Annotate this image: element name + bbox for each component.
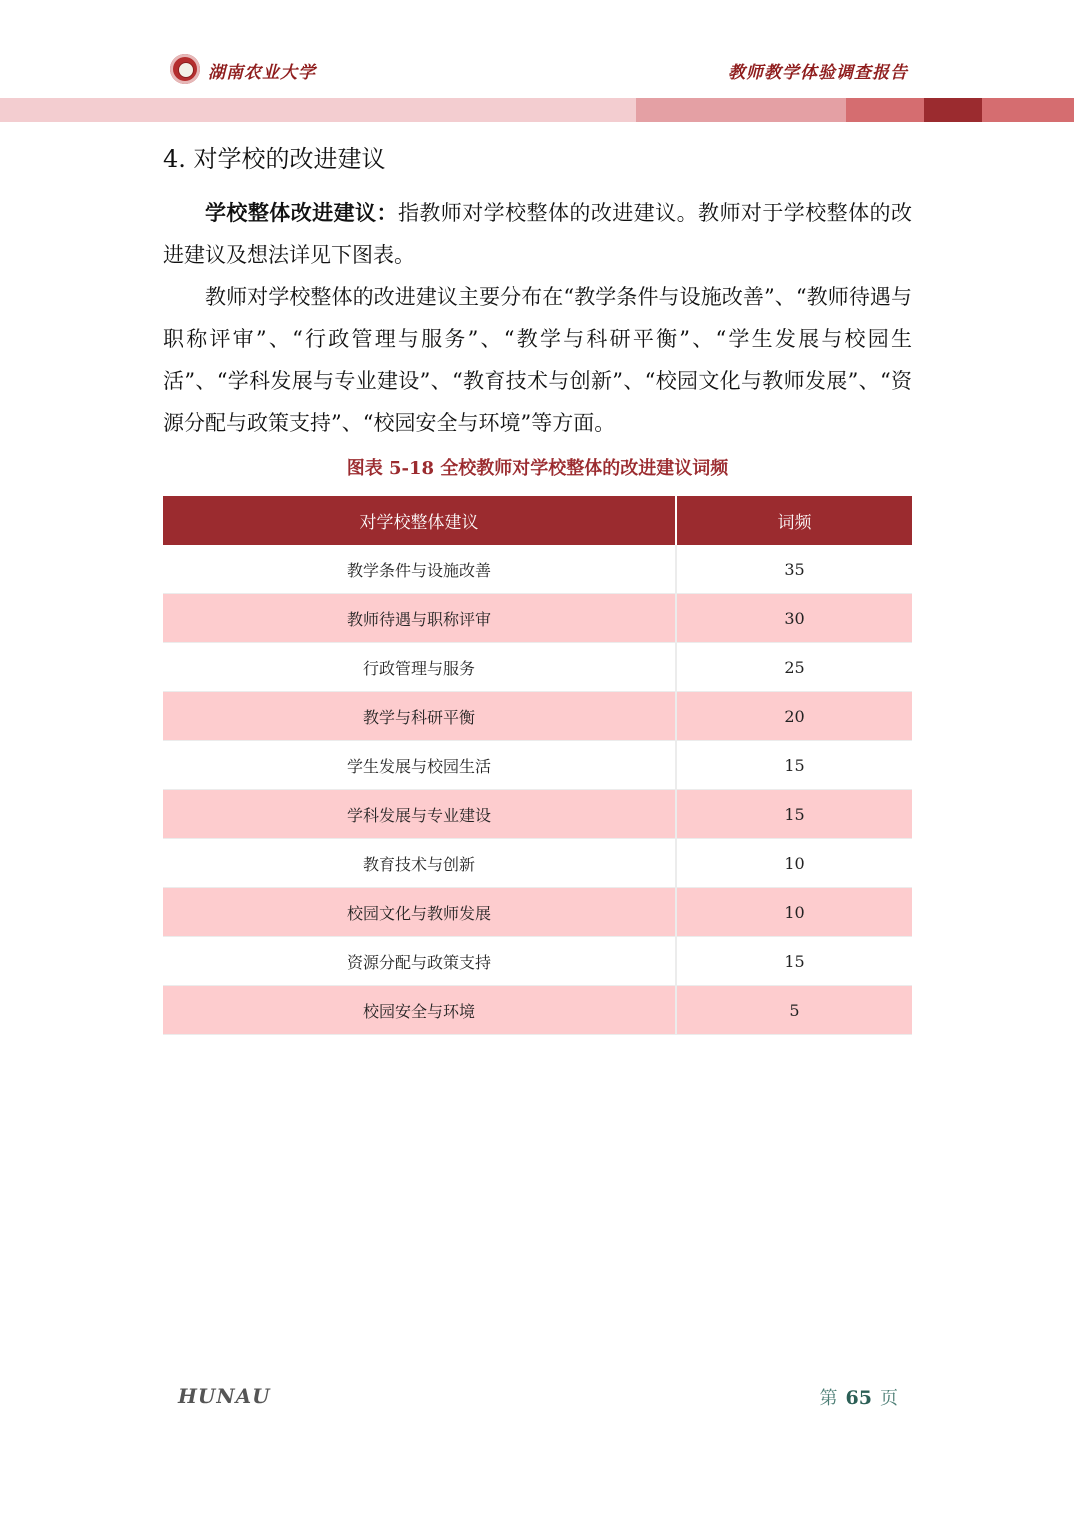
header-university-name: 湖南农业大学	[208, 63, 316, 83]
footer-brand: HUNAU	[178, 1384, 271, 1408]
suggestion-frequency-table	[163, 496, 912, 1035]
table-row	[163, 790, 912, 839]
page-prefix: 第	[819, 1388, 838, 1409]
frequency-cell: 15	[676, 741, 912, 790]
definition-text: 指教师对学校整体的改进建议。教师对于学校整体的改进建议及想法详见下图表。	[163, 201, 912, 267]
main-content	[163, 140, 912, 1035]
suggestion-cell: 校园文化与教师发展	[163, 888, 676, 937]
frequency-cell: 25	[676, 643, 912, 692]
table-row	[163, 839, 912, 888]
table-header-row	[163, 496, 912, 545]
paragraph-definition	[163, 192, 912, 276]
table-row	[163, 937, 912, 986]
header-band-segment	[924, 98, 982, 122]
header-band-segment	[0, 98, 636, 122]
page-number-label	[820, 1384, 898, 1410]
term-label: 学校整体改进建议：	[205, 200, 398, 225]
frequency-cell: 10	[676, 888, 912, 937]
column-header-frequency: 词频	[676, 496, 912, 545]
table-row	[163, 643, 912, 692]
frequency-cell: 30	[676, 594, 912, 643]
header-band-segment	[846, 98, 924, 122]
suggestion-cell: 学科发展与专业建设	[163, 790, 676, 839]
suggestion-cell: 教学条件与设施改善	[163, 545, 676, 594]
frequency-cell: 15	[676, 790, 912, 839]
page-suffix: 页	[880, 1388, 898, 1409]
suggestion-cell: 学生发展与校园生活	[163, 741, 676, 790]
column-header-suggestion: 对学校整体建议	[163, 496, 676, 545]
suggestion-cell: 行政管理与服务	[163, 643, 676, 692]
suggestion-cell: 资源分配与政策支持	[163, 937, 676, 986]
table-row	[163, 888, 912, 937]
header-report-title: 教师教学体验调查报告	[728, 63, 908, 83]
header-band-segment	[982, 98, 1074, 122]
suggestion-cell: 校园安全与环境	[163, 986, 676, 1035]
table-row	[163, 986, 912, 1035]
page-number: 65	[845, 1387, 872, 1409]
table-row	[163, 741, 912, 790]
university-logo-icon	[170, 54, 200, 84]
table-caption: 图表 5-18 全校教师对学校整体的改进建议词频	[346, 458, 729, 479]
suggestion-cell: 教师待遇与职称评审	[163, 594, 676, 643]
table-row	[163, 692, 912, 741]
paragraph-summary: 教师对学校整体的改进建议主要分布在“教学条件与设施改善”、“教师待遇与职称评审”、“行政管理与服务”、“教学与科研平衡”、“学生发展与校园生活”、“学科发展与专业建设”、“教育技术与创新”、“校园文化与教师发展”、“资源分配与政策支持”、“校园安全与环境”等方面。	[163, 285, 912, 435]
suggestion-cell: 教学与科研平衡	[163, 692, 676, 741]
header-band-segment	[636, 98, 846, 122]
suggestion-cell: 教育技术与创新	[163, 839, 676, 888]
frequency-cell: 35	[676, 545, 912, 594]
section-title: 4. 对学校的改进建议	[163, 145, 386, 173]
table-row	[163, 545, 912, 594]
frequency-cell: 20	[676, 692, 912, 741]
frequency-cell: 5	[676, 986, 912, 1035]
frequency-cell: 10	[676, 839, 912, 888]
frequency-cell: 15	[676, 937, 912, 986]
table-row	[163, 594, 912, 643]
